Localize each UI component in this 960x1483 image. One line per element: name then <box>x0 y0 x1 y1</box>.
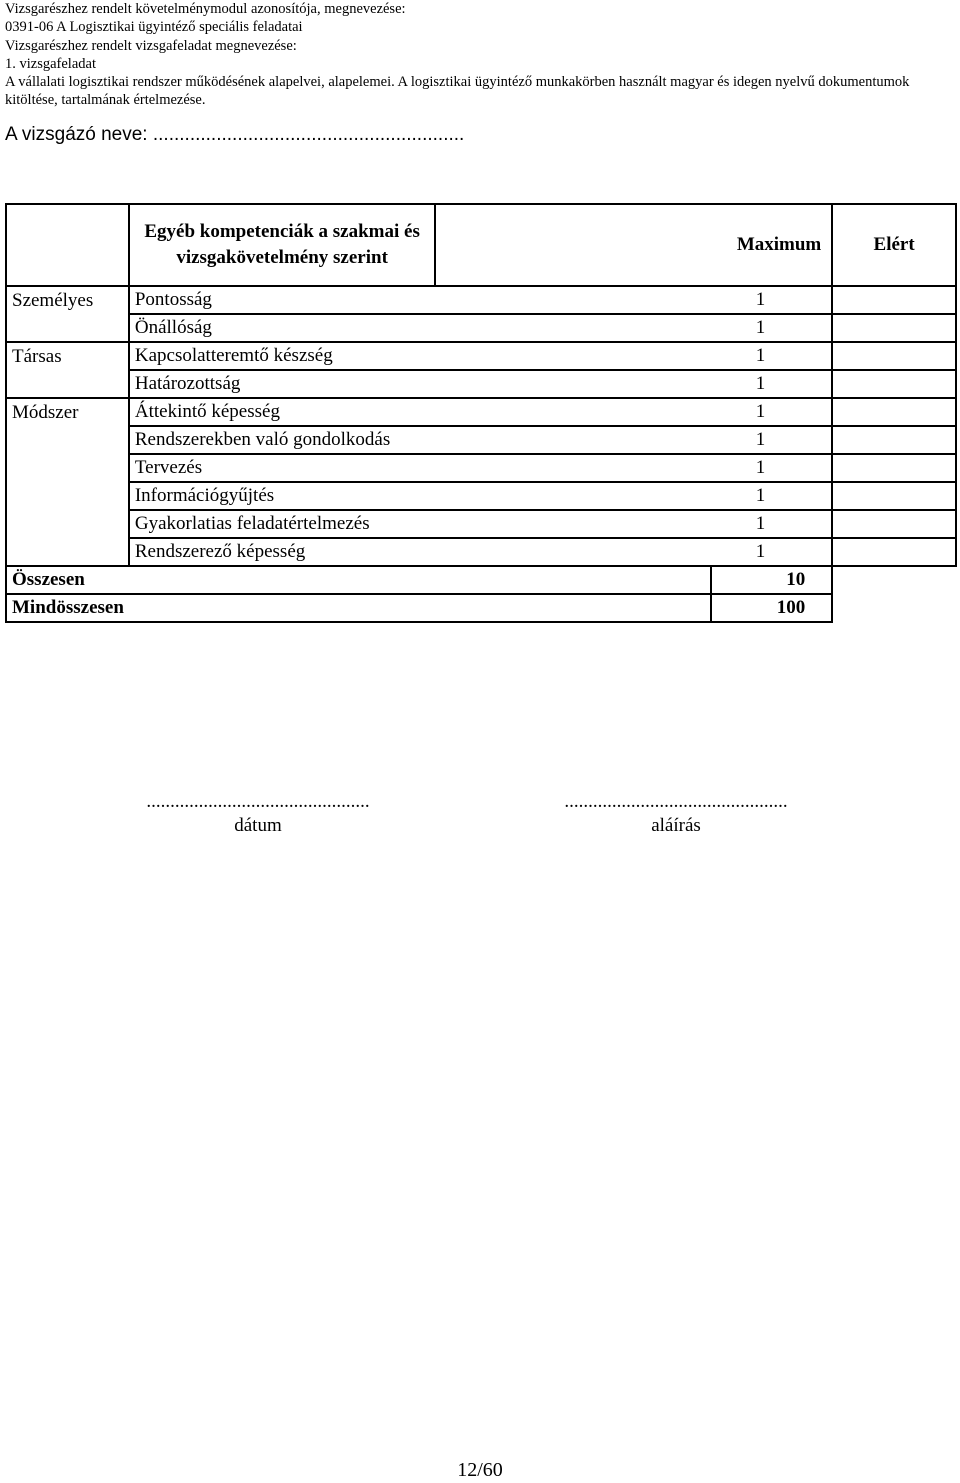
achieved-cell <box>832 538 956 566</box>
competency-rows <box>6 286 956 566</box>
table-row <box>6 342 956 370</box>
competency-cell: Tervezés <box>129 454 712 482</box>
competency-table <box>5 203 957 623</box>
group-cell <box>6 314 129 342</box>
competency-header: Egyéb kompetenciák a szakmai és vizsgakövetelmény szerint <box>129 204 436 286</box>
competency-cell: Kapcsolatteremtő készség <box>129 342 712 370</box>
page-number: 12/60 <box>457 1459 503 1481</box>
group-cell: Személyes <box>6 286 129 314</box>
achieved-cell <box>832 454 956 482</box>
achieved-header: Elért <box>832 204 956 286</box>
achieved-cell <box>832 342 956 370</box>
signature-label: aláírás <box>651 815 701 836</box>
maximum-cell: 1 <box>711 426 832 454</box>
group-cell <box>6 426 129 454</box>
maximum-cell: 1 <box>711 314 832 342</box>
competency-cell: Határozottság <box>129 370 712 398</box>
achieved-cell <box>832 398 956 426</box>
date-dots: ............................................... <box>146 791 370 812</box>
table-row <box>6 314 956 342</box>
maximum-cell: 1 <box>711 510 832 538</box>
maximum-cell: 1 <box>711 454 832 482</box>
total-row <box>6 566 956 594</box>
table-row <box>6 286 956 314</box>
group-cell: Társas <box>6 342 129 370</box>
achieved-cell <box>832 286 956 314</box>
total-value: 10 <box>711 566 832 594</box>
group-cell <box>6 454 129 482</box>
signature-dots: ............................................... <box>564 791 788 812</box>
competency-cell: Információgyűjtés <box>129 482 712 510</box>
examinee-name-line: A vizsgázó neve: ........................................................... <box>5 124 465 145</box>
group-header-cell <box>6 204 129 286</box>
achieved-cell <box>832 370 956 398</box>
competency-cell: Önállóság <box>129 314 712 342</box>
maximum-cell: 1 <box>711 538 832 566</box>
achieved-cell <box>832 510 956 538</box>
achieved-cell <box>832 482 956 510</box>
maximum-cell: 1 <box>711 286 832 314</box>
total-achieved-cell <box>832 566 956 622</box>
competency-cell: Pontosság <box>129 286 712 314</box>
grand-total-row <box>6 594 956 622</box>
date-label: dátum <box>234 815 282 836</box>
maximum-cell: 1 <box>711 482 832 510</box>
competency-cell: Áttekintő képesség <box>129 398 712 426</box>
achieved-cell <box>832 426 956 454</box>
group-cell <box>6 510 129 538</box>
group-cell <box>6 370 129 398</box>
table-header-row <box>6 204 956 286</box>
grand-total-value: 100 <box>711 594 832 622</box>
document-header <box>5 0 955 110</box>
table-row <box>6 370 956 398</box>
table-row <box>6 482 956 510</box>
maximum-header-label: Maximum <box>736 234 822 255</box>
task-label: Vizsgarészhez rendelt vizsgafeladat megnevezése: <box>5 37 297 54</box>
module-label: Vizsgarészhez rendelt követelménymodul azonosítója, megnevezése: <box>5 1 406 17</box>
maximum-cell: 1 <box>711 342 832 370</box>
competency-cell: Gyakorlatias feladatértelmezés <box>129 510 712 538</box>
group-cell <box>6 538 129 566</box>
maximum-cell: 1 <box>711 398 832 426</box>
achieved-cell <box>832 314 956 342</box>
maximum-cell: 1 <box>711 370 832 398</box>
date-signature-block <box>108 790 408 838</box>
table-row <box>6 398 956 426</box>
signature-block <box>526 790 826 838</box>
table-row <box>6 510 956 538</box>
task-number: 1. vizsgafeladat <box>5 55 96 72</box>
group-cell <box>6 482 129 510</box>
table-row <box>6 426 956 454</box>
competency-cell: Rendszerező képesség <box>129 538 712 566</box>
maximum-header <box>435 204 832 286</box>
task-description: A vállalati logisztikai rendszer működésének alapelvei, alapelemei. A logisztikai ügyintéző munkakörben használt magyar és idegen nyelvű dokumentumok kitöltése, tartalmának értelmezése. <box>5 74 910 109</box>
table-row <box>6 538 956 566</box>
module-name: 0391-06 A Logisztikai ügyintéző speciális feladatai <box>5 19 303 36</box>
competency-cell: Rendszerekben való gondolkodás <box>129 426 712 454</box>
group-cell: Módszer <box>6 398 129 426</box>
grand-total-label: Mindösszesen <box>6 594 711 622</box>
total-label: Összesen <box>6 566 711 594</box>
table-row <box>6 454 956 482</box>
